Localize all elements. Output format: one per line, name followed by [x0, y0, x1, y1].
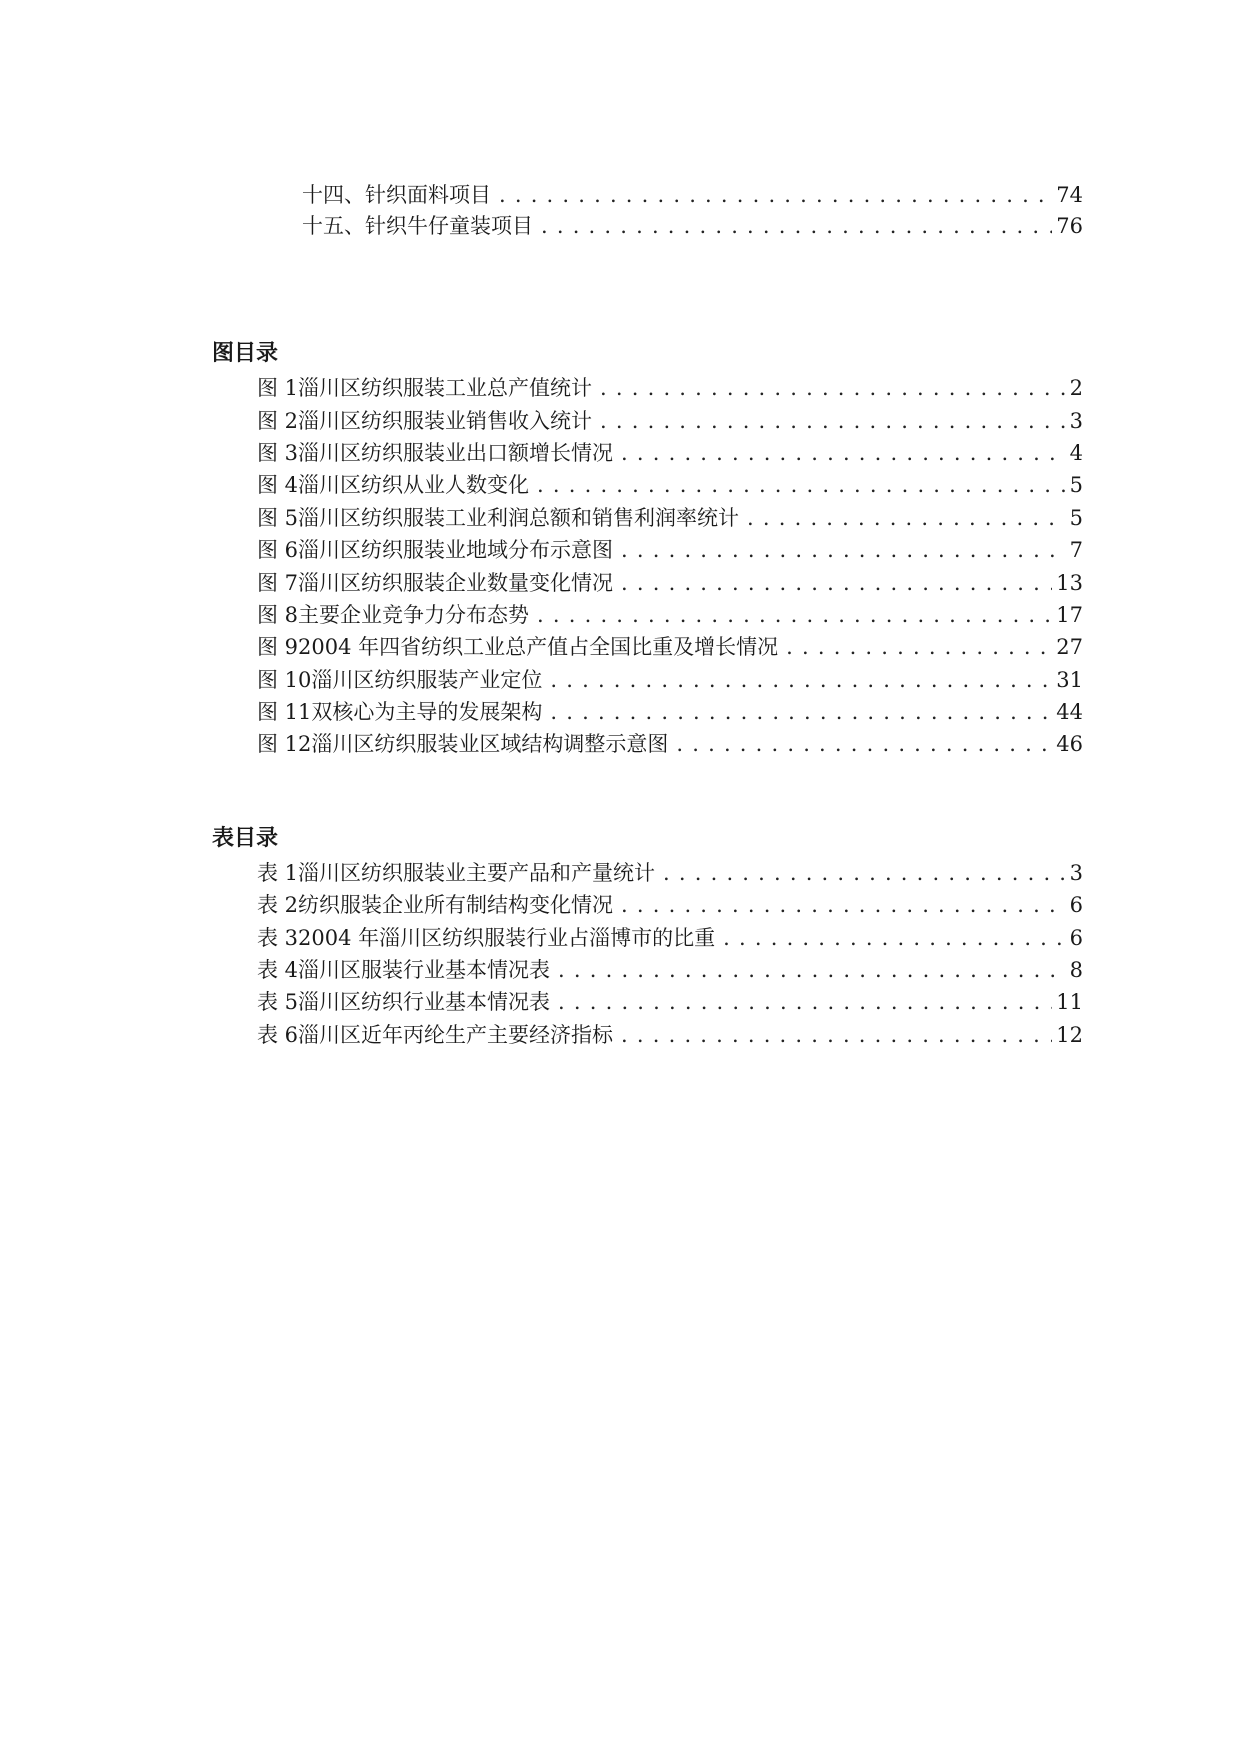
dot-leader [537, 470, 1066, 500]
table-page: 12 [1056, 1023, 1083, 1047]
figure-number: 图 5 [257, 506, 299, 530]
figure-title: 淄川区纺织服装业地域分布示意图 [298, 538, 614, 562]
figure-entry[interactable] [257, 697, 1083, 727]
figure-page: 27 [1056, 635, 1083, 659]
figure-entry[interactable] [257, 632, 1083, 662]
figure-title: 2004 年四省纺织工业总产值占全国比重及增长情况 [298, 635, 779, 659]
dot-leader [621, 890, 1066, 920]
figure-title: 双核心为主导的发展架构 [311, 700, 543, 724]
figure-title: 淄川区纺织服装工业利润总额和销售利润率统计 [298, 506, 740, 530]
figure-number: 图 1 [257, 376, 299, 400]
table-number: 表 4 [257, 958, 299, 982]
table-title: 淄川区纺织行业基本情况表 [298, 990, 551, 1014]
figure-entry[interactable] [257, 600, 1083, 630]
table-title: 纺织服装企业所有制结构变化情况 [298, 893, 614, 917]
dot-leader [537, 600, 1052, 630]
table-page: 11 [1056, 990, 1083, 1014]
figure-title: 淄川区纺织服装工业总产值统计 [298, 376, 593, 400]
figure-entry[interactable] [257, 568, 1083, 598]
dot-leader [663, 858, 1066, 888]
table-number: 表 1 [257, 861, 299, 885]
table-title: 淄川区服装行业基本情况表 [298, 958, 551, 982]
figure-entry[interactable] [257, 470, 1083, 500]
dot-leader [550, 665, 1052, 695]
dot-leader [786, 632, 1052, 662]
table-page: 6 [1069, 893, 1083, 917]
dot-leader [541, 211, 1052, 241]
table-number: 表 5 [257, 990, 299, 1014]
toc-entry-title: 针织牛仔童装项目 [365, 214, 533, 238]
figure-number: 图 12 [257, 732, 312, 756]
figure-page: 5 [1069, 473, 1083, 497]
table-number: 表 6 [257, 1023, 299, 1047]
table-title: 淄川区近年丙纶生产主要经济指标 [298, 1023, 614, 1047]
dot-leader [723, 923, 1065, 953]
table-number: 表 3 [257, 926, 299, 950]
figure-title: 淄川区纺织服装业区域结构调整示意图 [311, 732, 669, 756]
figure-number: 图 9 [257, 635, 299, 659]
figure-page: 46 [1056, 732, 1083, 756]
table-number: 表 2 [257, 893, 299, 917]
table-entry[interactable] [257, 923, 1083, 953]
figure-title: 淄川区纺织服装业出口额增长情况 [298, 441, 614, 465]
figure-number: 图 3 [257, 441, 299, 465]
figure-title: 淄川区纺织从业人数变化 [298, 473, 530, 497]
figure-page: 31 [1056, 668, 1083, 692]
figure-entry[interactable] [257, 503, 1083, 533]
dot-leader [676, 729, 1052, 759]
figure-number: 图 6 [257, 538, 299, 562]
toc-entry-number: 十五、 [302, 214, 365, 238]
dot-leader [621, 568, 1052, 598]
figure-page: 2 [1069, 376, 1083, 400]
table-entry[interactable] [257, 890, 1083, 920]
dot-leader [621, 535, 1066, 565]
dot-leader [558, 987, 1052, 1017]
figure-page: 5 [1069, 506, 1083, 530]
figure-entry[interactable] [257, 438, 1083, 468]
figure-page: 4 [1069, 441, 1083, 465]
figure-page: 3 [1069, 409, 1083, 433]
figure-title: 淄川区纺织服装业销售收入统计 [298, 409, 593, 433]
figure-number: 图 2 [257, 409, 299, 433]
figure-page: 17 [1056, 603, 1083, 627]
dot-leader [621, 438, 1066, 468]
figure-entry[interactable] [257, 373, 1083, 403]
figure-number: 图 4 [257, 473, 299, 497]
toc-entry-14[interactable] [302, 180, 1083, 210]
tables-heading: 表目录 [212, 826, 279, 851]
toc-entry-number: 十四、 [302, 183, 365, 207]
toc-entry-page: 76 [1056, 214, 1083, 238]
dot-leader [550, 697, 1052, 727]
table-entry[interactable] [257, 955, 1083, 985]
toc-entry-15[interactable] [302, 211, 1083, 241]
figure-entry[interactable] [257, 535, 1083, 565]
toc-entry-title: 针织面料项目 [365, 183, 491, 207]
figure-page: 7 [1069, 538, 1083, 562]
dot-leader [499, 180, 1052, 210]
dot-leader [747, 503, 1066, 533]
table-title: 淄川区纺织服装业主要产品和产量统计 [298, 861, 656, 885]
dot-leader [558, 955, 1066, 985]
figure-entry[interactable] [257, 665, 1083, 695]
dot-leader [600, 373, 1066, 403]
figures-heading: 图目录 [212, 341, 279, 366]
figure-number: 图 8 [257, 603, 299, 627]
figure-number: 图 10 [257, 668, 312, 692]
dot-leader [621, 1020, 1052, 1050]
dot-leader [600, 406, 1066, 436]
figure-title: 淄川区纺织服装产业定位 [311, 668, 543, 692]
figure-number: 图 11 [257, 700, 312, 724]
table-entry[interactable] [257, 987, 1083, 1017]
figure-title: 主要企业竞争力分布态势 [298, 603, 530, 627]
figure-entry[interactable] [257, 729, 1083, 759]
figure-number: 图 7 [257, 571, 299, 595]
table-entry[interactable] [257, 1020, 1083, 1050]
table-entry[interactable] [257, 858, 1083, 888]
table-page: 8 [1069, 958, 1083, 982]
table-page: 6 [1069, 926, 1083, 950]
figure-entry[interactable] [257, 406, 1083, 436]
figure-page: 13 [1056, 571, 1083, 595]
table-page: 3 [1069, 861, 1083, 885]
table-title: 2004 年淄川区纺织服装行业占淄博市的比重 [298, 926, 716, 950]
toc-entry-page: 74 [1056, 183, 1083, 207]
figure-title: 淄川区纺织服装企业数量变化情况 [298, 571, 614, 595]
figure-page: 44 [1056, 700, 1083, 724]
